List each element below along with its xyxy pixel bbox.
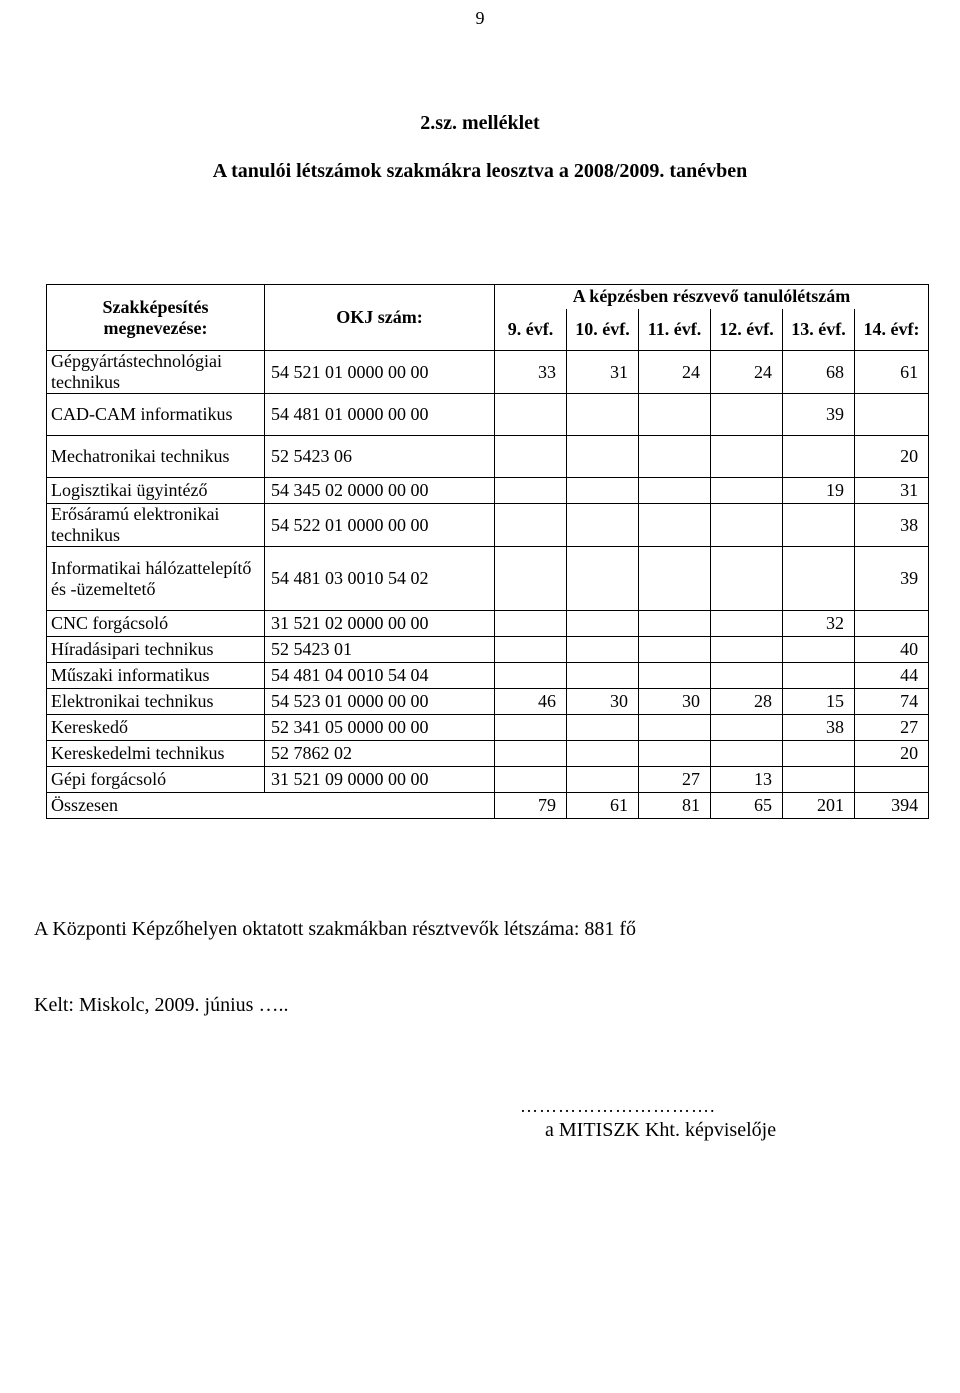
- grade-11-count: [639, 611, 711, 637]
- okj-number: 54 522 01 0000 00 00: [265, 504, 495, 547]
- grade-13-count: [783, 436, 855, 478]
- grade-12-count: [711, 637, 783, 663]
- grade-9-count: [495, 637, 567, 663]
- header-okj: OKJ szám:: [265, 285, 495, 351]
- signatory: a MITISZK Kht. képviselője: [545, 1119, 777, 1141]
- grade-10-count: [567, 767, 639, 793]
- table-row: [47, 478, 929, 504]
- grade-14-count: 39: [855, 547, 929, 611]
- grade-13-count: 68: [783, 351, 855, 394]
- grade-12-count: 13: [711, 767, 783, 793]
- header-grade-11: 11. évf.: [639, 309, 711, 351]
- qualification-name: Gépi forgácsoló: [47, 767, 265, 793]
- place-date: Kelt: Miskolc, 2009. június …..: [34, 994, 289, 1016]
- grade-13-count: 39: [783, 394, 855, 436]
- grade-10-count: 61: [567, 793, 639, 819]
- grade-14-count: 61: [855, 351, 929, 394]
- grade-12-count: [711, 547, 783, 611]
- qualification-name: Erősáramú elektronikai technikus: [47, 504, 265, 547]
- table-row: [47, 351, 929, 394]
- qualification-name: CAD-CAM informatikus: [47, 394, 265, 436]
- okj-number: 52 341 05 0000 00 00: [265, 715, 495, 741]
- grade-11-count: [639, 637, 711, 663]
- grade-10-count: [567, 478, 639, 504]
- grade-14-count: 44: [855, 663, 929, 689]
- okj-number: 52 7862 02: [265, 741, 495, 767]
- grade-14-count: [855, 394, 929, 436]
- grade-12-count: 65: [711, 793, 783, 819]
- qualification-name: Gépgyártástechnológiai technikus: [47, 351, 265, 394]
- grade-10-count: [567, 504, 639, 547]
- table-row: [47, 547, 929, 611]
- okj-number: 54 523 01 0000 00 00: [265, 689, 495, 715]
- qualification-name: Kereskedelmi technikus: [47, 741, 265, 767]
- header-grade-14: 14. évf:: [855, 309, 929, 351]
- grade-10-count: [567, 715, 639, 741]
- grade-14-count: 31: [855, 478, 929, 504]
- grade-11-count: [639, 715, 711, 741]
- grade-13-count: 201: [783, 793, 855, 819]
- grade-12-count: [711, 394, 783, 436]
- table-row: [47, 504, 929, 547]
- page-number: 9: [475, 8, 485, 28]
- grade-14-count: [855, 611, 929, 637]
- grade-13-count: [783, 663, 855, 689]
- okj-number: 31 521 02 0000 00 00: [265, 611, 495, 637]
- grade-9-count: [495, 547, 567, 611]
- okj-number: 54 481 03 0010 54 02: [265, 547, 495, 611]
- qualification-name: Informatikai hálózattelepítő és -üzemeltető: [47, 547, 265, 611]
- grade-14-count: 20: [855, 741, 929, 767]
- grade-13-count: 19: [783, 478, 855, 504]
- grade-11-count: [639, 741, 711, 767]
- grade-9-count: 46: [495, 689, 567, 715]
- grade-12-count: [711, 436, 783, 478]
- grade-13-count: [783, 504, 855, 547]
- grade-14-count: 74: [855, 689, 929, 715]
- grade-12-count: 24: [711, 351, 783, 394]
- okj-number: 52 5423 01: [265, 637, 495, 663]
- grade-12-count: [711, 741, 783, 767]
- document-title: A tanulói létszámok szakmákra leosztva a 2008/2009. tanévben: [212, 160, 748, 182]
- grade-13-count: [783, 741, 855, 767]
- grade-10-count: [567, 547, 639, 611]
- grade-9-count: [495, 767, 567, 793]
- grade-10-count: [567, 611, 639, 637]
- grade-11-count: [639, 478, 711, 504]
- header-row-1: [47, 285, 929, 309]
- qualification-name: Elektronikai technikus: [47, 689, 265, 715]
- table-body: [47, 285, 929, 819]
- header-grade-10: 10. évf.: [567, 309, 639, 351]
- okj-number: 54 345 02 0000 00 00: [265, 478, 495, 504]
- grade-9-count: [495, 715, 567, 741]
- grade-11-count: [639, 663, 711, 689]
- grade-11-count: 30: [639, 689, 711, 715]
- grade-9-count: [495, 663, 567, 689]
- grade-11-count: 27: [639, 767, 711, 793]
- grade-12-count: [711, 478, 783, 504]
- table-row: [47, 394, 929, 436]
- grade-13-count: 15: [783, 689, 855, 715]
- grade-9-count: [495, 394, 567, 436]
- okj-number: 52 5423 06: [265, 436, 495, 478]
- okj-number: 54 481 01 0000 00 00: [265, 394, 495, 436]
- grade-10-count: [567, 394, 639, 436]
- table-row: [47, 767, 929, 793]
- grade-10-count: 30: [567, 689, 639, 715]
- annex-label: 2.sz. melléklet: [420, 112, 540, 134]
- enrollment-table: [46, 284, 929, 819]
- grade-13-count: 32: [783, 611, 855, 637]
- grade-10-count: [567, 637, 639, 663]
- footer-count-text: A Központi Képzőhelyen oktatott szakmákban résztvevők létszáma: 881 fő: [34, 918, 637, 940]
- table-row: [47, 715, 929, 741]
- okj-number: 31 521 09 0000 00 00: [265, 767, 495, 793]
- grade-11-count: [639, 394, 711, 436]
- grade-9-count: 33: [495, 351, 567, 394]
- grade-9-count: [495, 436, 567, 478]
- grade-13-count: [783, 547, 855, 611]
- grade-9-count: [495, 611, 567, 637]
- qualification-name: Logisztikai ügyintéző: [47, 478, 265, 504]
- grade-12-count: [711, 611, 783, 637]
- qualification-name: CNC forgácsoló: [47, 611, 265, 637]
- grade-11-count: [639, 547, 711, 611]
- signature-line: ………………………….: [520, 1096, 716, 1116]
- grade-14-count: 20: [855, 436, 929, 478]
- grade-13-count: [783, 637, 855, 663]
- okj-number: 54 521 01 0000 00 00: [265, 351, 495, 394]
- table-row: [47, 436, 929, 478]
- grade-14-count: [855, 767, 929, 793]
- grade-14-count: 27: [855, 715, 929, 741]
- grade-12-count: [711, 663, 783, 689]
- grade-14-count: 40: [855, 637, 929, 663]
- grade-10-count: 31: [567, 351, 639, 394]
- grade-13-count: 38: [783, 715, 855, 741]
- grade-9-count: [495, 504, 567, 547]
- grade-14-count: 38: [855, 504, 929, 547]
- grade-9-count: [495, 741, 567, 767]
- qualification-name: Híradásipari technikus: [47, 637, 265, 663]
- grade-11-count: [639, 436, 711, 478]
- grade-10-count: [567, 436, 639, 478]
- grade-12-count: 28: [711, 689, 783, 715]
- grade-9-count: [495, 478, 567, 504]
- total-row: [47, 793, 929, 819]
- grade-12-count: [711, 504, 783, 547]
- grade-9-count: 79: [495, 793, 567, 819]
- table-row: [47, 663, 929, 689]
- header-grade-12: 12. évf.: [711, 309, 783, 351]
- table-row: [47, 637, 929, 663]
- table-row: [47, 611, 929, 637]
- grade-11-count: 24: [639, 351, 711, 394]
- grade-12-count: [711, 715, 783, 741]
- table-row: [47, 689, 929, 715]
- header-grade-9: 9. évf.: [495, 309, 567, 351]
- grade-10-count: [567, 741, 639, 767]
- qualification-name: Mechatronikai technikus: [47, 436, 265, 478]
- header-grade-13: 13. évf.: [783, 309, 855, 351]
- table-row: [47, 741, 929, 767]
- grade-13-count: [783, 767, 855, 793]
- grade-14-count: 394: [855, 793, 929, 819]
- grade-11-count: [639, 504, 711, 547]
- total-label: Összesen: [47, 793, 495, 819]
- okj-number: 54 481 04 0010 54 04: [265, 663, 495, 689]
- grade-11-count: 81: [639, 793, 711, 819]
- grade-10-count: [567, 663, 639, 689]
- qualification-name: Műszaki informatikus: [47, 663, 265, 689]
- header-group: A képzésben részvevő tanulólétszám: [495, 285, 929, 309]
- qualification-name: Kereskedő: [47, 715, 265, 741]
- header-name: Szakképesítés megnevezése:: [47, 285, 265, 351]
